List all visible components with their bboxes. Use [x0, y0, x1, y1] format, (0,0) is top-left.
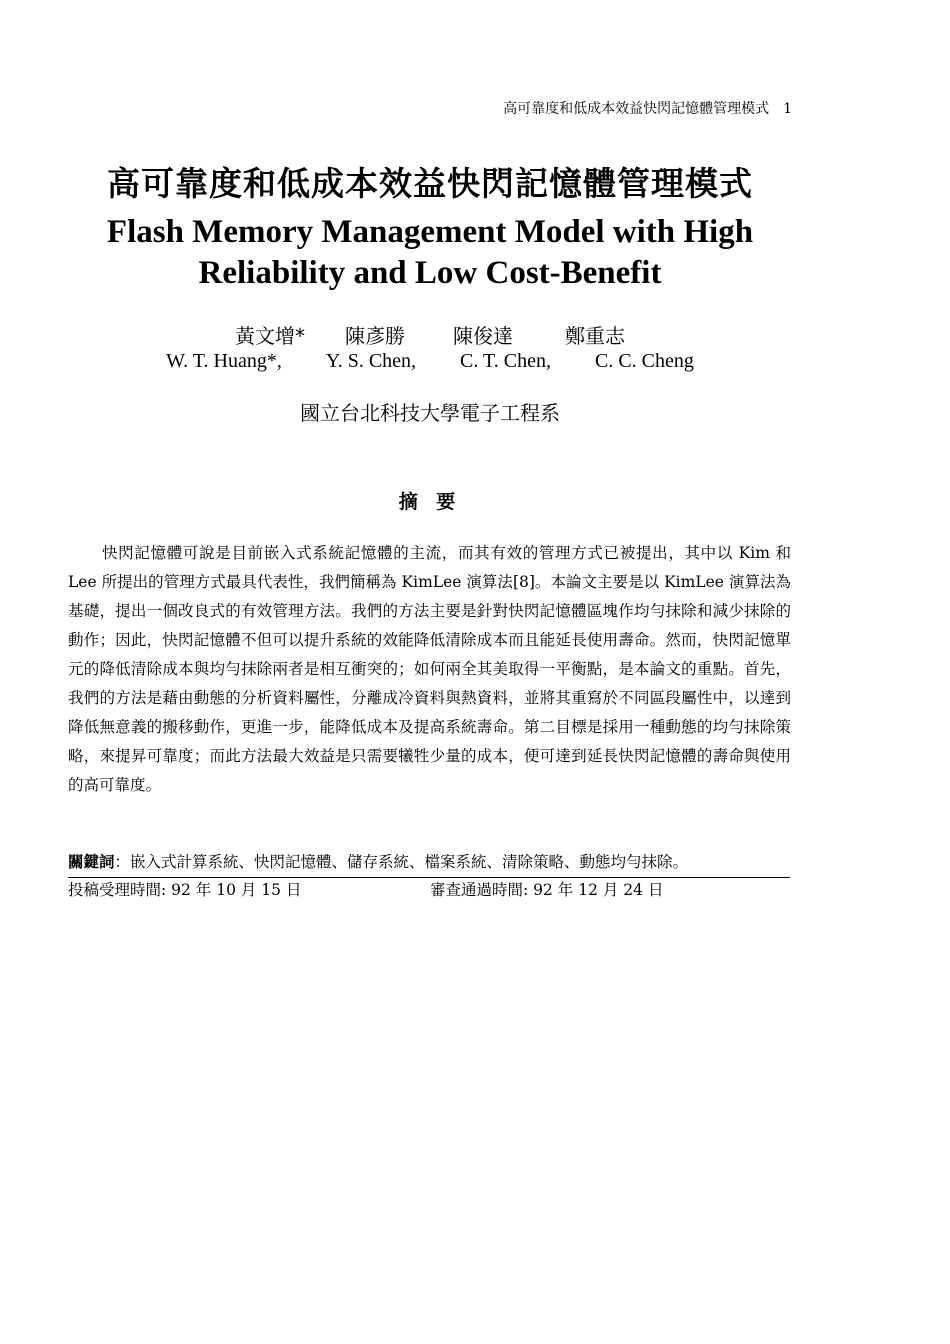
- abstract-heading: 摘 要: [398, 491, 462, 513]
- author-en-4: C. C. Cheng: [594, 350, 694, 372]
- author-zh-3: 陳俊達: [453, 324, 513, 348]
- submission-dates: [68, 878, 790, 900]
- running-header: [503, 98, 792, 118]
- authors-english: [0, 350, 860, 373]
- accepted-date: 審查通過時間: 92 年 12 月 24 日: [430, 881, 664, 899]
- running-header-title: 高可靠度和低成本效益快閃記憶體管理模式: [503, 101, 770, 117]
- title-english-line-1: Flash Memory Management Model with High: [106, 214, 754, 250]
- affiliation: 國立台北科技大學電子工程系: [300, 401, 560, 425]
- author-zh-1: 黃文增*: [235, 324, 305, 348]
- author-zh-2: 陳彥勝: [345, 324, 405, 348]
- author-en-3: C. T. Chen,: [460, 350, 551, 372]
- author-en-2: Y. S. Chen,: [325, 350, 417, 372]
- author-zh-4: 鄭重志: [565, 324, 625, 348]
- authors-chinese: [0, 320, 860, 349]
- keywords: [68, 850, 790, 872]
- keywords-text: 嵌入式計算系統、快閃記憶體、儲存系統、檔案系統、清除策略、動態均勻抹除。: [130, 853, 689, 871]
- page-number: 1: [783, 101, 792, 117]
- author-en-1: W. T. Huang*,: [166, 350, 282, 372]
- abstract-body: 快閃記憶體可說是目前嵌入式系統記憶體的主流，而其有效的管理方式已被提出，其中以 Kim 和 Lee 所提出的管理方式最具代表性，我們簡稱為 KimLee 演算法[8]。本論文主要是以 KimLee 演算法為基礎，提出一個改良式的有效管理方法。我們的方法主要是針對快閃記憶體區塊作均勻抹除和減少抹除的動作；因此，快閃記憶體不但可以提升系統的效能降低清除成本而且能延長使用壽命。然而，快閃記憶單元的降低清除成本與均勻抹除兩者是相互衝突的；如何兩全其美取得一平衡點，是本論文的重點。首先，我們的方法是藉由動態的分析資料屬性，分離成冷資料與熱資料，並將其重寫於不同區段屬性中，以達到降低無意義的搬移動作，更進一步，能降低成本及提高系統壽命。第二目標是採用一種動態的均勻抹除策略，來提昇可靠度；而此方法最大效益是只需要犧牲少量的成本，便可達到延長快閃記憶體的壽命與使用的高可靠度。: [68, 544, 791, 794]
- title-english: [0, 212, 860, 294]
- title-english-line-2: Reliability and Low Cost-Benefit: [198, 255, 662, 291]
- received-date: 投稿受理時間: 92 年 10 月 15 日: [68, 881, 302, 899]
- keywords-separator: ：: [114, 853, 131, 871]
- keywords-label: 關鍵詞: [68, 853, 115, 871]
- title-chinese: 高可靠度和低成本效益快閃記憶體管理模式: [107, 164, 753, 203]
